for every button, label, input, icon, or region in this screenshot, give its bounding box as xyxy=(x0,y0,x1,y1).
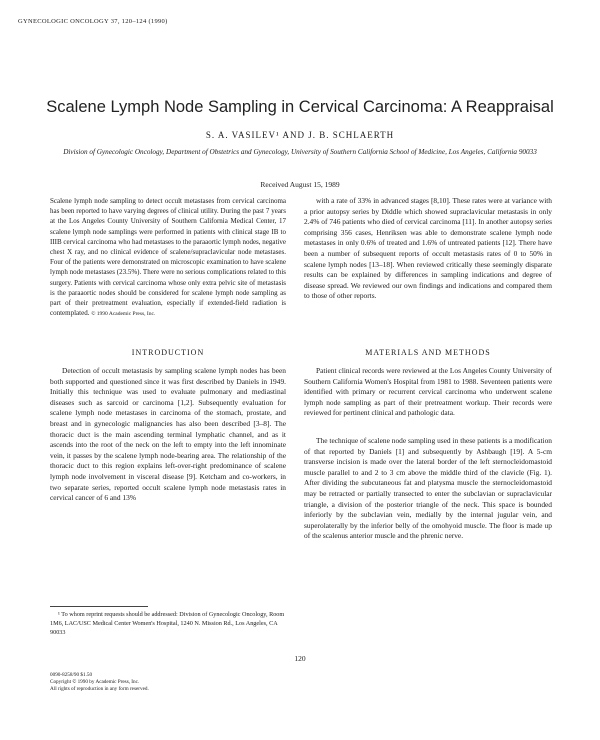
pub-info-rights: All rights of reproduction in any form reserved. xyxy=(50,686,149,692)
received-date: Received August 15, 1989 xyxy=(260,180,340,189)
abstract-text: Scalene lymph node sampling to detect occult metastases from cervical carcinoma has been reported to have varying degrees of clinical utility. During the past 7 years at the Los Angeles County University of Southern California Medical Center, 17 scalene lymph node samplings were performed in patients with clinical stage IB to IIIB cervical carcinoma who had metastases to the paraaortic lymph nodes, negative chest X ray, and no clinical evidence of scalene/supraclavicular node metastases. Four of the patients were demonstrated on microscopic examination to have scalene lymph node metastases (23.5%). There were no serious complications related to this surgery. Patients with cervical carcinoma whose only extra pelvic site of metastasis is the paraaortic nodes should be considered for scalene lymph node sampling as part of their pretreatment evaluation, especially if extended-field radiation is contemplated. xyxy=(50,197,286,318)
abstract xyxy=(50,196,286,319)
abstract-copyright: © 1990 Academic Press, Inc. xyxy=(91,311,156,318)
page-number: 120 xyxy=(294,654,306,663)
footnote-divider xyxy=(50,606,148,607)
methods-paragraph-1: Patient clinical records were reviewed at the Los Angeles County University of Southern California Women's Hospital from 1981 to 1988. Seventeen patients were identified with primary or recurrent cervical carcinoma who underwent scalene lymph node sampling as part of their pretreatment workup. Their records were reviewed for pertinent clinical and pathologic data. xyxy=(304,366,552,418)
publication-info xyxy=(50,672,149,693)
methods-paragraph-2: The technique of scalene node sampling used in these patients is a modification of that reported by Daniels [1] and subsequently by Ashbaugh [19]. A 5-cm transverse incision is made over the lateral border of the left sternocleidomastoid muscle parallel to and 2 to 3 cm above the middle third of the clavicle (Fig. 1). After dividing the subcutaneous fat and platysma muscle the sternocleidomastoid may be retracted or partially transected to enter the subclavian or supraclavicular triangle, a division of the posterior triangle of the neck. This space is bounded inferiorly by the subclavian vein, medially by the internal jugular vein, and superolaterally by the inferior belly of the omohyoid muscle. The floor is made up of the scalenus anterior muscle and the phrenic nerve. xyxy=(304,436,552,541)
pub-info-copyright: Copyright © 1990 by Academic Press, Inc. xyxy=(50,679,140,685)
materials-methods-heading: MATERIALS AND METHODS xyxy=(365,348,491,357)
affiliation: Division of Gynecologic Oncology, Department of Obstetrics and Gynecology, University of Southern California School of Medicine, Los Angeles, California 90033 xyxy=(63,148,537,156)
article-title: Scalene Lymph Node Sampling in Cervical Carcinoma: A Reappraisal xyxy=(46,98,554,116)
footnote: ¹ To whom reprint requests should be addressed: Division of Gynecologic Oncology, Room 1M6, LAC/USC Medical Center Women's Hospital, 1240 N. Mission Rd., Los Angeles, CA 90033 xyxy=(50,611,285,636)
intro-continuation-paragraph: with a rate of 33% in advanced stages [8,10]. These rates were at variance with a prior autopsy series by Diddle which showed supraclavicular metastasis in only 2.4% of 746 patients who died of cervical carcinoma [11]. In another autopsy series comprising 356 cases, Henriksen was able to demonstrate scalene lymph node metastases in only 0.6% of treated and 1.6% of untreated patients [12]. There have been a number of subsequent reports of occult metastasis rates of 0 to 50% in scalene lymph nodes [13–18]. When reviewed critically these seemingly disparate results can be explained by differences in sampling indications and degree of disease spread. We reviewed our own findings and indications and compared them to those of other reports. xyxy=(304,196,552,301)
introduction-paragraph: Detection of occult metastasis by sampling scalene lymph nodes has been both supported and questioned since it was first described by Daniels in 1949. Initially this technique was used to evaluate pulmonary and mediastinal diseases such as sarcoid or carcinoma [1,2]. Subsequently evaluation for scalene lymph node metastases in carcinoma of the stomach, prostate, and breast and in gynecologic malignancies has also been described [3–8]. The thoracic duct is the main ascending terminal lymphatic channel, and as it ascends into the root of the neck on the left to empty into the left innominate vein, it passes by the scalene lymph node-bearing area. The relationship of the thoracic duct to this region explains left-over-right predominance of scalene lymph node involvement in visceral disease [9]. Ketcham and co-workers, in two separate series, reported occult scalene lymph node metastasis rates in cervical cancer of 6 and 13% xyxy=(50,366,286,503)
journal-header: GYNECOLOGIC ONCOLOGY 37, 120–124 (1990) xyxy=(18,18,168,25)
introduction-heading: INTRODUCTION xyxy=(131,348,205,357)
authors: S. A. VASILEV¹ AND J. B. SCHLAERTH xyxy=(205,130,395,140)
pub-info-price: 0090-8258/90 $1.50 xyxy=(50,672,93,678)
